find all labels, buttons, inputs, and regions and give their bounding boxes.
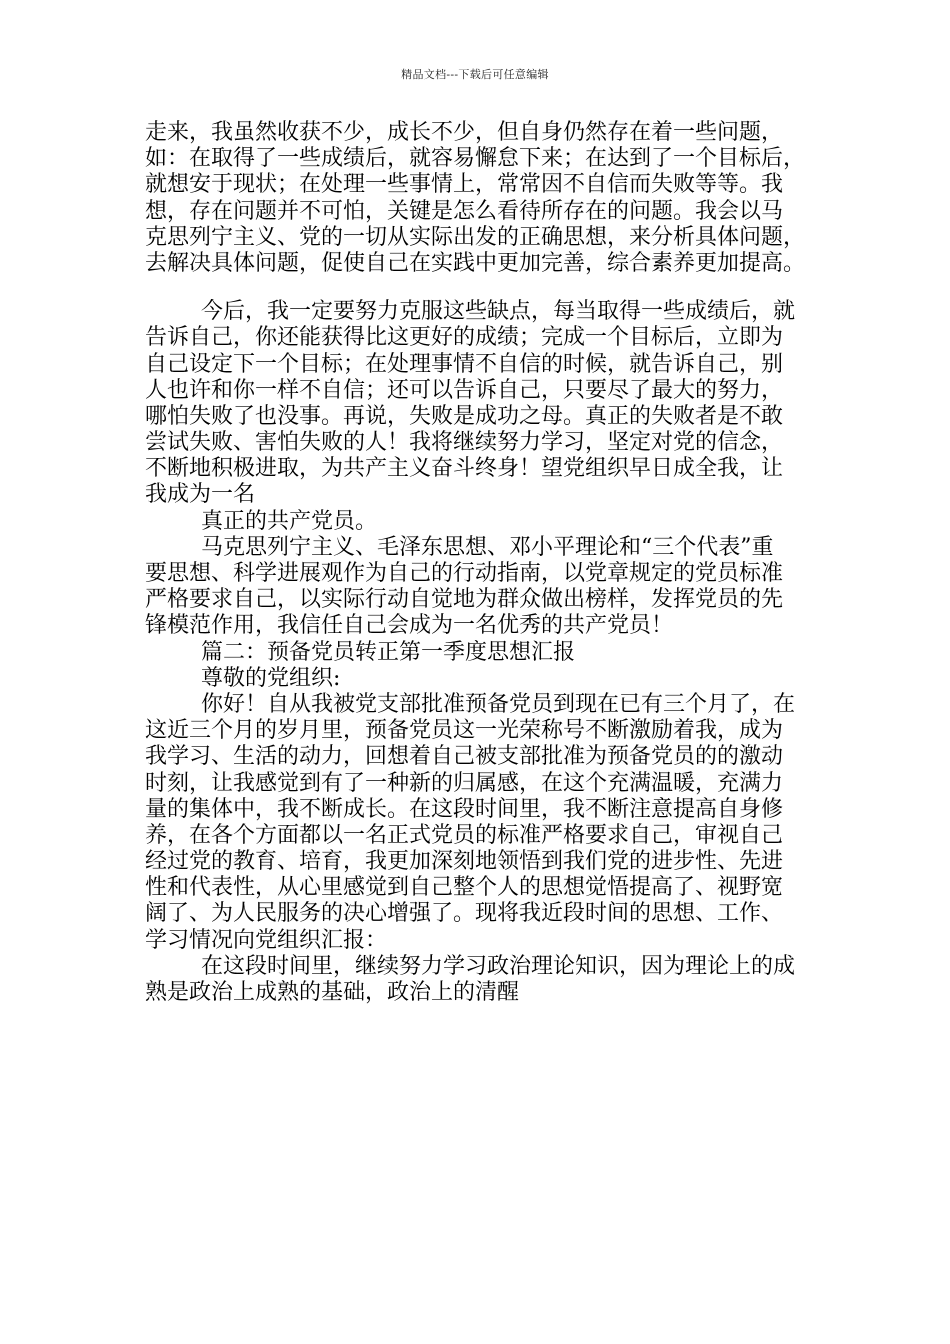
text-line: 如：在取得了一些成绩后，就容易懈怠下来；在达到了一个目标后， (145, 146, 806, 172)
text-line: 你好！自从我被党支部批准预备党员到现在已有三个月了，在 (201, 691, 796, 717)
text-line: 要思想、科学进展观作为自己的行动指南，以党章规定的党员标准 (145, 561, 784, 586)
paragraph-block7 (145, 692, 825, 954)
text-line: 真正的共产党员。 (201, 508, 378, 534)
text-line: 就想安于现状；在处理一些事情上，常常因不自信而失败等等。我 (145, 172, 784, 198)
page-header: 精品文档---下载后可任意编辑 (401, 68, 549, 81)
text-line: 去解决具体问题，促使自己在实践中更加完善，综合素养更加提高。 (145, 250, 806, 276)
text-line: 告诉自己，你还能获得比这更好的成绩；完成一个目标后，立即为 (145, 325, 784, 351)
paragraph-block3 (145, 509, 825, 535)
paragraph-block1 (145, 120, 825, 277)
text-line: 养，在各个方面都以一名正式党员的标准严格要求自己，审视自己 (145, 822, 784, 848)
text-line: 经过党的教育、培育，我更加深刻地领悟到我们党的进步性、先进 (145, 849, 784, 875)
text-line: 马克思列宁主义、毛泽东思想、邓小平理论和“三个代表”重 (201, 534, 774, 560)
text-line: 我成为一名 (145, 482, 256, 508)
text-line: 人也许和你一样不自信；还可以告诉自己，只要尽了最大的努力， (145, 377, 784, 403)
text-line: 克思列宁主义、党的一切从实际出发的正确思想，来分析具体问题， (145, 224, 806, 250)
text-line: 自己设定下一个目标；在处理事情不自信的时候，就告诉自己，别 (145, 351, 784, 377)
text-line: 今后，我一定要努力克服这些缺点，每当取得一些成绩后，就 (201, 299, 796, 325)
text-line: 性和代表性，从心里感觉到自己整个人的思想觉悟提高了、视野宽 (145, 875, 784, 901)
text-line: 尊敬的党组织: (201, 665, 341, 691)
text-line: 想，存在问题并不可怕，关键是怎么看待所存在的问题。我会以马 (145, 198, 784, 224)
text-line: 走来，我虽然收获不少，成长不少，但自身仍然存在着一些问题， (145, 120, 784, 145)
salutation (145, 666, 825, 692)
text-line: 熟是政治上成熟的基础，政治上的清醒 (145, 980, 520, 1005)
text-line: 在这段时间里，继续努力学习政治理论知识，因为理论上的成 (201, 953, 796, 979)
text-line: 量的集体中，我不断成长。在这段时间里，我不断注意提高自身修 (145, 796, 784, 822)
text-line: 阔了、为人民服务的决心增强了。现将我近段时间的思想、工作、 (145, 901, 784, 927)
paragraph-gap (145, 277, 825, 299)
paragraph-block4 (145, 535, 825, 640)
text-line: 篇二：预备党员转正第一季度思想汇报 (201, 639, 576, 665)
text-line: 我学习、生活的动力，回想着自己被支部批准为预备党员的的激动 (145, 744, 784, 770)
text-line: 哪怕失败了也没事。再说，失败是成功之母。真正的失败者是不敢 (145, 403, 784, 429)
text-line: 学习情况向党组织汇报： (145, 927, 388, 953)
text-line: 锋模范作用，我信任自己会成为一名优秀的共产党员！ (145, 613, 674, 639)
paragraph-block8 (145, 954, 825, 1006)
text-line: 不断地积极进取，为共产主义奋斗终身！望党组织早日成全我，让 (145, 456, 784, 482)
text-line: 尝试失败、害怕失败的人！我将继续努力学习，坚定对党的信念， (145, 430, 784, 456)
section-heading (145, 640, 825, 666)
document-body (145, 120, 825, 1006)
paragraph-block2 (145, 299, 825, 509)
text-line: 严格要求自己，以实际行动自觉地为群众做出榜样，发挥党员的先 (145, 587, 784, 613)
text-line: 时刻，让我感觉到有了一种新的归属感，在这个充满温暖，充满力 (145, 770, 784, 796)
text-line: 这近三个月的岁月里，预备党员这一光荣称号不断激励着我，成为 (145, 718, 784, 744)
